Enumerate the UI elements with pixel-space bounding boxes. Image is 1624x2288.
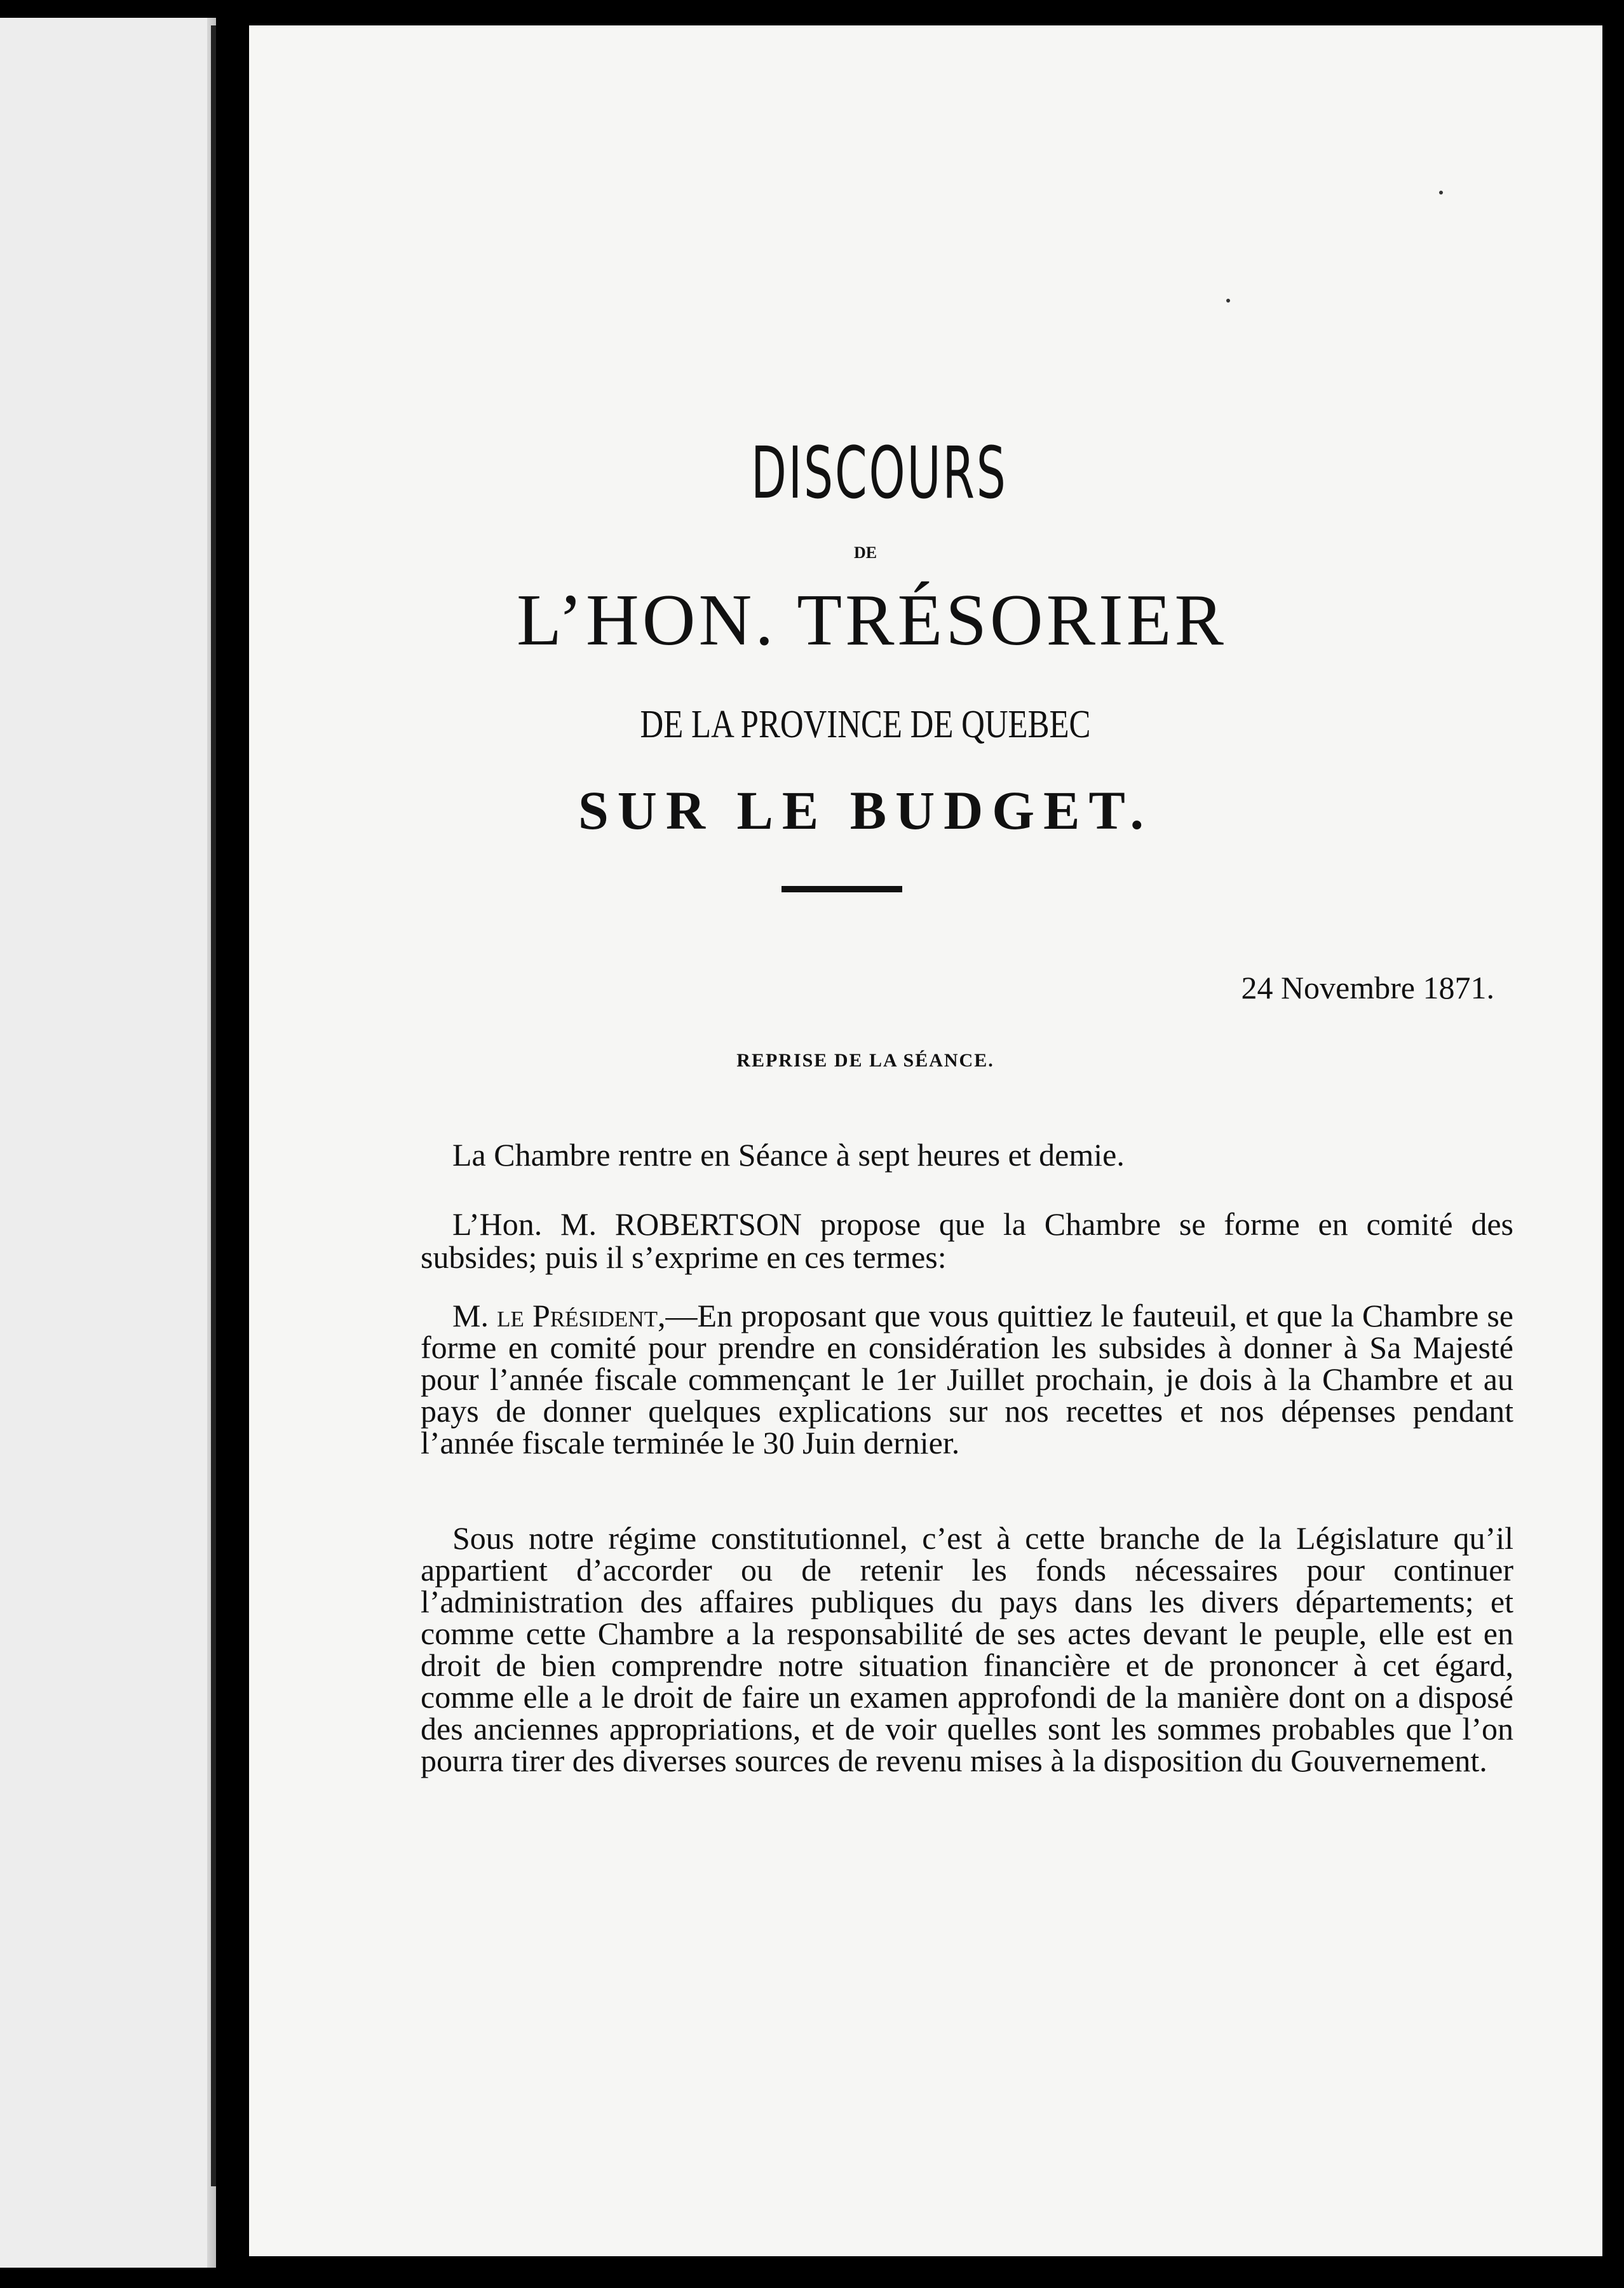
- left-page-edge: [0, 18, 216, 2268]
- speaker-label: M. le Président,: [452, 1298, 666, 1333]
- title-divider: [782, 886, 902, 892]
- title-discours: DISCOURS: [751, 432, 1008, 515]
- title-treasurer: L’HON. TRÉSORIER: [517, 580, 1227, 661]
- title-connector: DE: [853, 543, 877, 562]
- book-spine: [211, 25, 216, 2186]
- title-budget: SUR LE BUDGET.: [578, 780, 1153, 841]
- section-heading: REPRISE DE LA SÉANCE.: [736, 1050, 994, 1071]
- paragraph-president-text: —En proposant que vous quittiez le fauteuil, et que la Chambre se forme en comité pour prendre en considération les subsides à donner à Sa Majesté pour l’année fiscale commençant le 1er Juillet prochain, je dois à la Chambre et au pays de donner quelques explications sur nos recettes et nos dépenses pendant l’année fiscale terminée le 30 Juin dernier.: [421, 1298, 1514, 1461]
- paragraph-session-resumes: La Chambre rentre en Séance à sept heures et demie.: [452, 1137, 1125, 1173]
- document-page: [249, 25, 1602, 2256]
- scan-speck: [1226, 299, 1230, 303]
- title-province: DE LA PROVINCE DE QUEBEC: [640, 703, 1091, 746]
- paragraph-constitutional-regime: Sous notre régime constitutionnel, c’est à cette branche de la Législature qu’il appartient d’accorder ou de retenir les fonds nécessaires pour continuer l’administration des affaires publiques du pays dans les divers départements; et comme cette Chambre a la responsabilité de ses actes devant le peuple, elle est en droit de bien comprendre notre situation financière et de prononcer à cet égard, comme elle a le droit de faire un examen approfondi de la manière dont on a disposé des anciennes appropriations, et de voir quelles sont les sommes probables que l’on pourra tirer des diverses sources de revenu mises à la disposition du Gouvernement.: [421, 1520, 1513, 1778]
- scan-speck: [1439, 191, 1443, 194]
- speech-date: 24 Novembre 1871.: [1241, 970, 1494, 1005]
- page-content: [249, 25, 1602, 2256]
- paragraph-robertson-motion: L’Hon. M. ROBERTSON propose que la Chambre se forme en comité des subsides; puis il s’exprime en ces termes:: [421, 1206, 1513, 1275]
- paragraph-president-address: [421, 1300, 1513, 1459]
